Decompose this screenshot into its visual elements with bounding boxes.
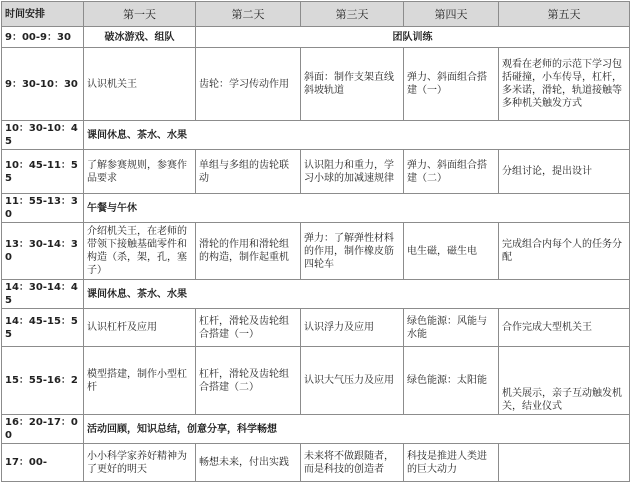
table-row — [2, 150, 630, 194]
table-row — [2, 121, 630, 150]
activity-cell: 科技是推进人类进的巨大动力 — [404, 444, 499, 482]
activity-cell: 认识阻力和重力，学习小球的加减速规律 — [301, 150, 404, 194]
header-day4: 第四天 — [404, 2, 499, 27]
activity-cell: 了解参赛规则，参赛作品要求 — [84, 150, 196, 194]
table-row — [2, 223, 630, 280]
activity-cell: 齿轮：学习传动作用 — [196, 48, 301, 121]
activity-cell: 单组与多组的齿轮联动 — [196, 150, 301, 194]
schedule-table — [1, 1, 630, 482]
header-row — [2, 2, 630, 27]
table-row — [2, 309, 630, 347]
activity-cell: 畅想未来，付出实践 — [196, 444, 301, 482]
activity-cell: 介绍机关王，在老师的带领下接触基础零件和构造（杀，架，孔，塞子） — [84, 223, 196, 280]
time-cell: 14：30-14：45 — [2, 280, 84, 309]
activity-cell: 绿色能源：风能与水能 — [404, 309, 499, 347]
header-day1: 第一天 — [84, 2, 196, 27]
activity-cell: 杠杆，滑轮及齿轮组合搭建（一） — [196, 309, 301, 347]
table-row — [2, 444, 630, 482]
header-day2: 第二天 — [196, 2, 301, 27]
table-row — [2, 347, 630, 415]
summary-cell: 活动回顾，知识总结，创意分享，科学畅想 — [84, 415, 630, 444]
header-time: 时间安排 — [2, 2, 84, 27]
activity-cell: 未来将不做跟随者，而是科技的创造者 — [301, 444, 404, 482]
activity-cell: 滑轮的作用和滑轮组的构造，制作起重机 — [196, 223, 301, 280]
activity-cell: 电生磁，磁生电 — [404, 223, 499, 280]
time-cell: 14：45-15：55 — [2, 309, 84, 347]
table-row — [2, 280, 630, 309]
activity-cell: 团队训练 — [196, 27, 630, 48]
empty-cell — [499, 444, 630, 482]
activity-cell: 分组讨论，提出设计 — [499, 150, 630, 194]
table-row — [2, 415, 630, 444]
time-cell: 11：55-13：30 — [2, 194, 84, 223]
activity-cell: 观看在老师的示范下学习包括碰撞，小车传导，杠杆，多米诺，滑轮，轨道接触等多种机关触发方式 — [499, 48, 630, 121]
header-day3: 第三天 — [301, 2, 404, 27]
time-cell: 10：30-10：45 — [2, 121, 84, 150]
time-cell: 10：45-11：55 — [2, 150, 84, 194]
break-cell: 午餐与午休 — [84, 194, 630, 223]
table-row — [2, 48, 630, 121]
activity-cell: 模型搭建，制作小型杠杆 — [84, 347, 196, 415]
break-cell: 课间休息、茶水、水果 — [84, 280, 630, 309]
time-cell: 9：00-9：30 — [2, 27, 84, 48]
time-cell: 16：20-17：00 — [2, 415, 84, 444]
activity-cell: 弹力、斜面组合搭建（二） — [404, 150, 499, 194]
header-day5: 第五天 — [499, 2, 630, 27]
time-cell: 13：30-14：30 — [2, 223, 84, 280]
activity-cell: 弹力：了解弹性材料的作用，制作橡皮筋四轮车 — [301, 223, 404, 280]
activity-cell: 认识大气压力及应用 — [301, 347, 404, 415]
activity-cell: 斜面：制作支架直线斜坡轨道 — [301, 48, 404, 121]
activity-cell: 弹力、斜面组合搭建（一） — [404, 48, 499, 121]
table-row — [2, 194, 630, 223]
activity-cell: 破冰游戏、组队 — [84, 27, 196, 48]
break-cell: 课间休息、茶水、水果 — [84, 121, 630, 150]
activity-cell: 完成组合内每个人的任务分配 — [499, 223, 630, 280]
activity-cell: 绿色能源：太阳能 — [404, 347, 499, 415]
activity-cell: 合作完成大型机关王 — [499, 309, 630, 347]
table-row — [2, 27, 630, 48]
activity-cell: 机关展示，亲子互动触发机关，结业仪式 — [499, 347, 630, 415]
time-cell: 17：00- — [2, 444, 84, 482]
time-cell: 15：55-16：2 — [2, 347, 84, 415]
activity-cell: 认识杠杆及应用 — [84, 309, 196, 347]
time-cell: 9：30-10：30 — [2, 48, 84, 121]
activity-cell: 杠杆，滑轮及齿轮组合搭建（二） — [196, 347, 301, 415]
activity-cell: 认识浮力及应用 — [301, 309, 404, 347]
activity-cell: 小小科学家养好精神为了更好的明天 — [84, 444, 196, 482]
activity-cell: 认识机关王 — [84, 48, 196, 121]
